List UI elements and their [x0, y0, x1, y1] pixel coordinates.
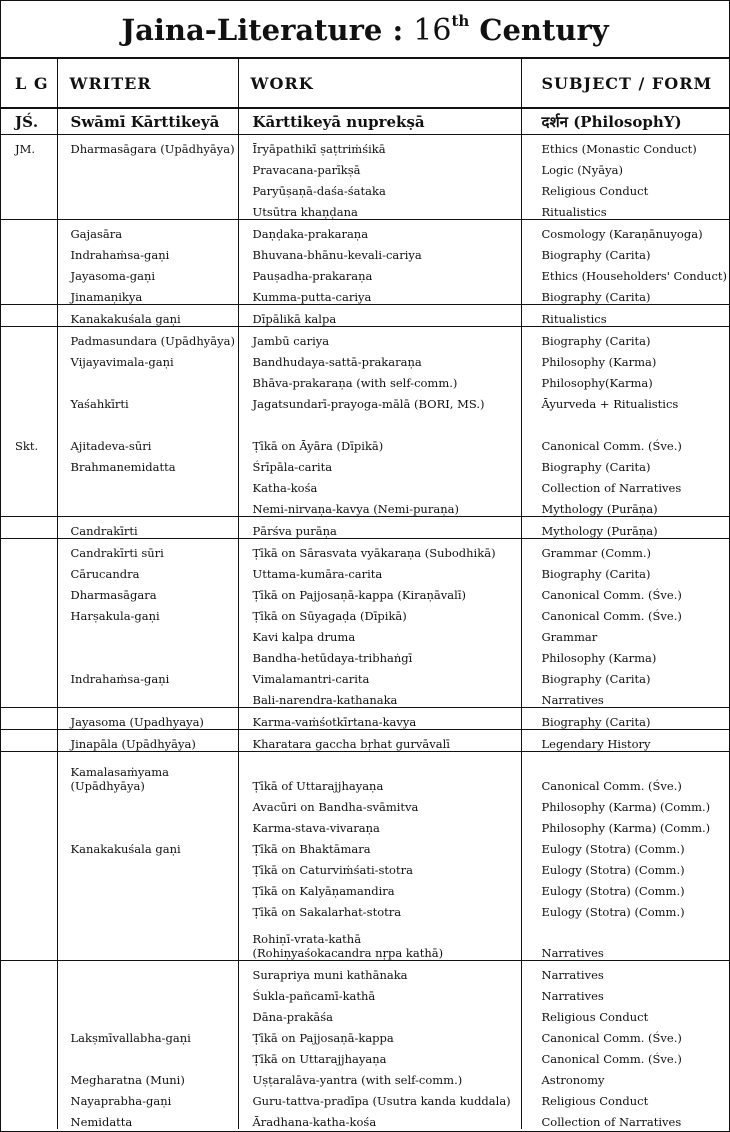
table-row	[1, 156, 729, 177]
cell-work: Ṭīkā on Uttarajjhayaṇa	[238, 1045, 521, 1066]
cell-work: Bhuvana-bhānu-kevali-cariya	[238, 241, 521, 262]
cell-subject: Biography (Carita)	[521, 453, 729, 474]
cell-language	[1, 1045, 57, 1066]
cell-language	[1, 793, 57, 814]
cell-writer	[57, 961, 238, 983]
cell-work: Ṭīkā on Sakalarhat-stotra	[238, 898, 521, 919]
table-row	[1, 453, 729, 474]
cell-language: JM.	[15, 142, 36, 156]
cell-writer	[57, 644, 238, 665]
cell-subject: Eulogy (Stotra) (Comm.)	[521, 877, 729, 898]
table-row	[1, 560, 729, 581]
cell-subject: Canonical Comm. (Śve.)	[521, 1024, 729, 1045]
cell-language	[1, 581, 57, 602]
cell-language	[1, 602, 57, 623]
cell-subject: Canonical Comm. (Śve.)	[521, 602, 729, 623]
cell-work: Pauṣadha-prakaraṇa	[238, 262, 521, 283]
cell-language	[1, 539, 57, 561]
cell-language	[1, 411, 57, 432]
table-row	[1, 539, 729, 561]
cell-subject: Canonical Comm. (Śve.)	[521, 1045, 729, 1066]
cell-work: Ṭīkā on Caturviṁśati-stotra	[238, 856, 521, 877]
cell-writer: Jinamaṇikya	[57, 283, 238, 305]
header-work: WORK	[238, 59, 521, 108]
title-ordinal: th	[451, 12, 470, 30]
table-row	[1, 135, 729, 157]
table-row	[1, 369, 729, 390]
cell-subject: Mythology (Purāṇa)	[521, 517, 729, 539]
cell-work: Kharatara gaccha bṛhat gurvāvalī	[238, 730, 521, 752]
cell-language	[1, 348, 57, 369]
cell-writer	[57, 474, 238, 495]
cell-writer	[57, 793, 238, 814]
cell-subject: Ethics (Householders' Conduct)	[521, 262, 729, 283]
cell-writer: Yaśahkīrti	[57, 390, 238, 411]
cell-writer: Ajitadeva-sūri	[57, 432, 238, 453]
cell-work: Ṭīkā on Kalyāṇamandira	[238, 877, 521, 898]
cell-subject: Collection of Narratives	[521, 1108, 729, 1129]
cell-work: Ṭīkā on Sūyagaḍa (Dīpikā)	[238, 602, 521, 623]
cell-writer	[57, 411, 238, 432]
cell-writer: Kamalasaṁyama (Upādhyāya)	[57, 752, 238, 794]
cell-subject: Biography (Carita)	[521, 241, 729, 262]
cell-language	[1, 262, 57, 283]
cell-language	[1, 919, 57, 961]
cell-writer	[57, 686, 238, 708]
cell-work: Bandha-hetūdaya-tribhaṅgī	[238, 644, 521, 665]
table-row	[1, 919, 729, 961]
table-row	[1, 198, 729, 220]
cell-language	[1, 560, 57, 581]
cell-work: Dāna-prakāśa	[238, 1003, 521, 1024]
cell-subject	[521, 411, 729, 432]
table-row	[1, 327, 729, 349]
cell-language	[1, 305, 57, 327]
cell-language	[1, 327, 57, 349]
cell-writer: Dharmasāgara (Upādhyāya)	[57, 135, 238, 157]
cell-writer	[57, 856, 238, 877]
cell-writer	[57, 1045, 238, 1066]
title-text: Jaina-Literature :	[121, 13, 414, 47]
table-row	[1, 1087, 729, 1108]
table-row	[1, 108, 729, 135]
cell-subject: Eulogy (Stotra) (Comm.)	[521, 898, 729, 919]
table-row	[1, 623, 729, 644]
cell-work: Kārttikeyā nuprekṣā	[238, 108, 521, 135]
cell-language	[1, 198, 57, 220]
cell-subject: Narratives	[521, 961, 729, 983]
table-row	[1, 856, 729, 877]
table-row	[1, 517, 729, 539]
cell-writer: Vijayavimala-gaṇi	[57, 348, 238, 369]
cell-work: Guru-tattva-pradīpa (Usutra kanda kuddala)	[238, 1087, 521, 1108]
cell-subject: Philosophy (Karma) (Comm.)	[521, 793, 729, 814]
cell-subject: Religious Conduct	[521, 177, 729, 198]
cell-work: Pārśva purāṇa	[238, 517, 521, 539]
cell-subject: Grammar (Comm.)	[521, 539, 729, 561]
cell-writer: Dharmasāgara	[57, 581, 238, 602]
cell-work: Dīpālikā kalpa	[238, 305, 521, 327]
cell-writer: Cārucandra	[57, 560, 238, 581]
cell-writer	[57, 369, 238, 390]
cell-language: Skt.	[15, 439, 39, 453]
table-row	[1, 177, 729, 198]
cell-work: Karma-vaṁśotkīrtana-kavya	[238, 708, 521, 730]
cell-language	[1, 156, 57, 177]
title-tail: Century	[469, 13, 609, 47]
cell-writer	[57, 198, 238, 220]
cell-subject: Biography (Carita)	[521, 560, 729, 581]
cell-work: Pravacana-parīkṣā	[238, 156, 521, 177]
table-row	[1, 644, 729, 665]
cell-work	[238, 411, 521, 432]
cell-language	[1, 1087, 57, 1108]
cell-language	[1, 623, 57, 644]
table-row	[1, 708, 729, 730]
header-writer: WRITER	[57, 59, 238, 108]
cell-subject: Ritualistics	[521, 305, 729, 327]
cell-subject: Grammar	[521, 623, 729, 644]
cell-work: Āradhana-katha-kośa	[238, 1108, 521, 1129]
cell-language	[1, 177, 57, 198]
table-row	[1, 730, 729, 752]
cell-language	[1, 390, 57, 411]
cell-writer	[57, 814, 238, 835]
cell-subject: Eulogy (Stotra) (Comm.)	[521, 835, 729, 856]
cell-writer	[57, 623, 238, 644]
header-subject: SUBJECT / FORM	[521, 59, 729, 108]
cell-work: Ṭīkā on Pajjosaṇā-kappa	[238, 1024, 521, 1045]
cell-writer	[57, 982, 238, 1003]
cell-work: Nemi-nirvaṇa-kavya (Nemi-puraṇa)	[238, 495, 521, 517]
cell-language	[1, 835, 57, 856]
cell-subject: Astronomy	[521, 1066, 729, 1087]
cell-language	[1, 856, 57, 877]
cell-subject: Biography (Carita)	[521, 283, 729, 305]
cell-work: Bali-narendra-kathanaka	[238, 686, 521, 708]
cell-writer: Jayasoma-gaṇi	[57, 262, 238, 283]
cell-writer	[57, 156, 238, 177]
table-row	[1, 961, 729, 983]
header-row	[1, 59, 729, 108]
cell-subject: Canonical Comm. (Śve.)	[521, 581, 729, 602]
cell-subject: Legendary History	[521, 730, 729, 752]
cell-writer	[57, 877, 238, 898]
cell-work: Jambū cariya	[238, 327, 521, 349]
cell-language	[1, 644, 57, 665]
cell-work: Rohiṇī-vrata-kathā (Rohiṇyaśokacandra nṛpa kathā)	[238, 919, 521, 961]
table-row	[1, 581, 729, 602]
cell-writer	[57, 1003, 238, 1024]
cell-language	[1, 241, 57, 262]
cell-language	[1, 708, 57, 730]
cell-language	[1, 283, 57, 305]
table-row	[1, 348, 729, 369]
cell-subject: Ritualistics	[521, 198, 729, 220]
table-row	[1, 1066, 729, 1087]
cell-work: Ṭīkā on Sārasvata vyākaraṇa (Subodhikā)	[238, 539, 521, 561]
table-row	[1, 432, 729, 453]
cell-writer	[57, 495, 238, 517]
table-row	[1, 602, 729, 623]
table-row	[1, 1003, 729, 1024]
cell-work: Śukla-pañcamī-kathā	[238, 982, 521, 1003]
cell-writer: Gajasāra	[57, 220, 238, 242]
cell-subject: Collection of Narratives	[521, 474, 729, 495]
cell-subject: Āyurveda + Ritualistics	[521, 390, 729, 411]
table-row	[1, 390, 729, 411]
cell-work: Karma-stava-vivaraṇa	[238, 814, 521, 835]
table-row	[1, 665, 729, 686]
cell-subject: Eulogy (Stotra) (Comm.)	[521, 856, 729, 877]
cell-work: Uṣṭaralāva-yantra (with self-comm.)	[238, 1066, 521, 1087]
cell-work: Kumma-putta-cariya	[238, 283, 521, 305]
cell-subject: Religious Conduct	[521, 1087, 729, 1108]
cell-work: Avacūri on Bandha-svāmitva	[238, 793, 521, 814]
cell-language	[1, 730, 57, 752]
cell-language	[1, 474, 57, 495]
cell-work: Uttama-kumāra-carita	[238, 560, 521, 581]
table-row	[1, 1045, 729, 1066]
cell-writer: Nayaprabha-gaṇi	[57, 1087, 238, 1108]
table-row	[1, 814, 729, 835]
cell-work: Vimalamantri-carita	[238, 665, 521, 686]
cell-language	[1, 982, 57, 1003]
cell-language	[1, 495, 57, 517]
cell-work: Ṭīkā of Uttarajjhayaṇa	[238, 752, 521, 794]
cell-writer	[57, 177, 238, 198]
cell-work: Bandhudaya-sattā-prakaraṇa	[238, 348, 521, 369]
cell-subject: Canonical Comm. (Śve.)	[521, 432, 729, 453]
cell-writer: Jinapāla (Upādhyāya)	[57, 730, 238, 752]
table-row	[1, 495, 729, 517]
table-row	[1, 898, 729, 919]
cell-subject: Philosophy (Karma)	[521, 644, 729, 665]
title-century-number: 16	[413, 13, 452, 48]
cell-language	[1, 453, 57, 474]
cell-language	[1, 1066, 57, 1087]
cell-work: Ṭīkā on Bhaktāmara	[238, 835, 521, 856]
cell-writer: Lakṣmīvallabha-gaṇi	[57, 1024, 238, 1045]
table-body	[1, 108, 729, 1129]
cell-subject: Biography (Carita)	[521, 708, 729, 730]
cell-writer: Swāmī Kārttikeyā	[57, 108, 238, 135]
cell-writer: Jayasoma (Upadhyaya)	[57, 708, 238, 730]
cell-language	[1, 220, 57, 242]
cell-language	[1, 961, 57, 983]
table-row	[1, 283, 729, 305]
table-row	[1, 262, 729, 283]
cell-language	[1, 814, 57, 835]
cell-subject: दर्शन (PhilosophY)	[521, 108, 729, 135]
cell-language	[1, 877, 57, 898]
cell-language	[1, 517, 57, 539]
literature-table	[1, 59, 729, 1129]
cell-subject: Narratives	[521, 919, 729, 961]
table-row	[1, 835, 729, 856]
cell-subject: Philosophy (Karma)	[521, 348, 729, 369]
cell-subject: Cosmology (Karaṇānuyoga)	[521, 220, 729, 242]
cell-writer: Kanakakuśala gaṇi	[57, 305, 238, 327]
header-lg: L G	[1, 59, 57, 108]
cell-writer: Padmasundara (Upādhyāya)	[57, 327, 238, 349]
cell-work: Katha-kośa	[238, 474, 521, 495]
cell-language	[1, 898, 57, 919]
cell-language	[1, 1024, 57, 1045]
cell-writer: Kanakakuśala gaṇi	[57, 835, 238, 856]
cell-writer: Megharatna (Muni)	[57, 1066, 238, 1087]
table-row	[1, 752, 729, 794]
table-row	[1, 474, 729, 495]
cell-subject: Canonical Comm. (Śve.)	[521, 752, 729, 794]
cell-writer: Brahmanemidatta	[57, 453, 238, 474]
page-title	[1, 1, 729, 59]
cell-language	[1, 665, 57, 686]
cell-work: Daṇḍaka-prakaraṇa	[238, 220, 521, 242]
cell-subject: Logic (Nyāya)	[521, 156, 729, 177]
table-row	[1, 1108, 729, 1129]
cell-work: Īryāpathikī ṣaṭtriṁśikā	[238, 135, 521, 157]
cell-work: Ṭīkā on Pajjosaṇā-kappa (Kiraṇāvalī)	[238, 581, 521, 602]
cell-work: Jagatsundarī-prayoga-mālā (BORI, MS.)	[238, 390, 521, 411]
cell-writer: Indrahaṁsa-gaṇi	[57, 665, 238, 686]
cell-writer: Candrakīrti sūri	[57, 539, 238, 561]
table-row	[1, 1024, 729, 1045]
cell-subject: Religious Conduct	[521, 1003, 729, 1024]
table-row	[1, 686, 729, 708]
cell-writer: Indrahaṁsa-gaṇi	[57, 241, 238, 262]
cell-language: JŚ.	[1, 108, 57, 135]
table-row	[1, 982, 729, 1003]
cell-language	[1, 1108, 57, 1129]
cell-work: Surapriya muni kathānaka	[238, 961, 521, 983]
cell-writer: Candrakīrti	[57, 517, 238, 539]
cell-work: Śrīpāla-carita	[238, 453, 521, 474]
cell-work: Bhāva-prakaraṇa (with self-comm.)	[238, 369, 521, 390]
table-row	[1, 793, 729, 814]
cell-work: Kavi kalpa druma	[238, 623, 521, 644]
cell-subject: Narratives	[521, 982, 729, 1003]
cell-language	[1, 752, 57, 794]
cell-language	[1, 686, 57, 708]
cell-subject: Mythology (Purāṇa)	[521, 495, 729, 517]
cell-language	[1, 369, 57, 390]
cell-work: Paryūṣaṇā-daśa-śataka	[238, 177, 521, 198]
cell-work: Utsūtra khaṇḍana	[238, 198, 521, 220]
table-row	[1, 411, 729, 432]
cell-subject: Philosophy (Karma) (Comm.)	[521, 814, 729, 835]
cell-writer: Harṣakula-gaṇi	[57, 602, 238, 623]
cell-subject: Biography (Carita)	[521, 665, 729, 686]
cell-subject: Ethics (Monastic Conduct)	[521, 135, 729, 157]
cell-writer	[57, 919, 238, 961]
table-row	[1, 241, 729, 262]
table-row	[1, 305, 729, 327]
cell-writer	[57, 898, 238, 919]
cell-subject: Philosophy(Karma)	[521, 369, 729, 390]
cell-language	[1, 1003, 57, 1024]
table-row	[1, 220, 729, 242]
cell-subject: Biography (Carita)	[521, 327, 729, 349]
cell-writer: Nemidatta	[57, 1108, 238, 1129]
cell-subject: Narratives	[521, 686, 729, 708]
table-row	[1, 877, 729, 898]
cell-work: Ṭīkā on Āyāra (Dīpikā)	[238, 432, 521, 453]
